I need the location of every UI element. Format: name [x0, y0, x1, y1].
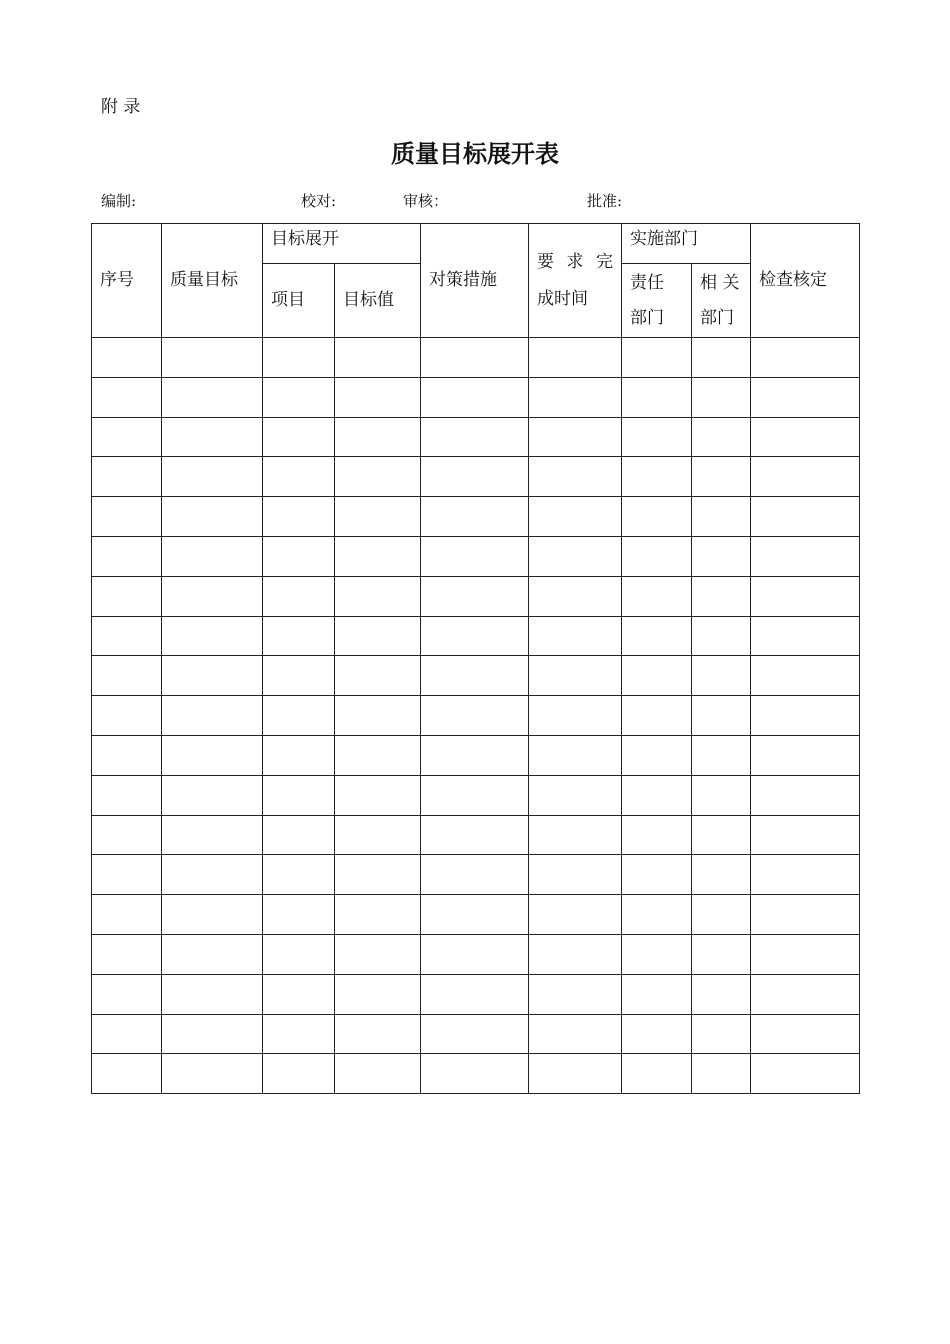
table-cell: [335, 338, 421, 378]
table-cell: [529, 974, 622, 1014]
table-cell: [335, 1054, 421, 1094]
table-row: [92, 696, 860, 736]
table-row: [92, 616, 860, 656]
table-cell: [622, 895, 692, 935]
table-cell: [529, 815, 622, 855]
table-cell: [92, 855, 162, 895]
table-cell: [263, 696, 335, 736]
table-cell: [421, 377, 529, 417]
table-cell: [162, 338, 263, 378]
table-cell: [263, 457, 335, 497]
table-row: [92, 735, 860, 775]
table-cell: [529, 696, 622, 736]
table-cell: [751, 815, 860, 855]
table-cell: [692, 656, 751, 696]
table-cell: [529, 855, 622, 895]
table-cell: [162, 855, 263, 895]
table-cell: [529, 934, 622, 974]
header-impl-dept: 实施部门: [622, 224, 751, 264]
table-cell: [622, 815, 692, 855]
table-cell: [92, 895, 162, 935]
table-cell: [692, 815, 751, 855]
table-cell: [751, 775, 860, 815]
page-title: 质量目标展开表: [391, 139, 559, 168]
table-cell: [92, 775, 162, 815]
table-cell: [421, 497, 529, 537]
table-cell: [162, 576, 263, 616]
table-cell: [335, 536, 421, 576]
table-cell: [751, 656, 860, 696]
table-cell: [751, 417, 860, 457]
table-cell: [529, 338, 622, 378]
table-cell: [751, 457, 860, 497]
table-cell: [335, 934, 421, 974]
table-cell: [92, 696, 162, 736]
table-cell: [162, 974, 263, 1014]
table-cell: [92, 576, 162, 616]
table-cell: [92, 536, 162, 576]
table-row: [92, 576, 860, 616]
table-cell: [751, 616, 860, 656]
goal-expansion-table: [91, 223, 860, 1094]
table-cell: [622, 855, 692, 895]
table-cell: [92, 1014, 162, 1054]
table-cell: [421, 696, 529, 736]
table-cell: [751, 696, 860, 736]
table-cell: [692, 576, 751, 616]
table-cell: [92, 815, 162, 855]
table-cell: [92, 338, 162, 378]
table-cell: [692, 457, 751, 497]
table-cell: [751, 974, 860, 1014]
table-cell: [751, 497, 860, 537]
table-body: [92, 224, 860, 1094]
table-cell: [162, 895, 263, 935]
table-cell: [529, 656, 622, 696]
table-cell: [335, 417, 421, 457]
table-cell: [622, 417, 692, 457]
table-cell: [751, 855, 860, 895]
table-cell: [335, 497, 421, 537]
table-cell: [335, 775, 421, 815]
table-cell: [162, 656, 263, 696]
table-cell: [263, 497, 335, 537]
table-cell: [335, 377, 421, 417]
table-cell: [692, 934, 751, 974]
header-item: 项目: [263, 264, 335, 338]
table-row: [92, 656, 860, 696]
table-cell: [751, 338, 860, 378]
header-target-value: 目标值: [335, 264, 421, 338]
table-cell: [162, 696, 263, 736]
table-cell: [622, 616, 692, 656]
table-cell: [421, 735, 529, 775]
table-cell: [529, 735, 622, 775]
header-seq: 序号: [92, 224, 162, 338]
header-responsible-dept: 责任 部门: [622, 264, 692, 338]
table-cell: [421, 895, 529, 935]
table-cell: [529, 497, 622, 537]
table-cell: [92, 497, 162, 537]
header-measures: 对策措施: [421, 224, 529, 338]
table-row: [92, 895, 860, 935]
reviewed-label: 审核：: [403, 192, 449, 210]
table-cell: [692, 855, 751, 895]
table-cell: [92, 616, 162, 656]
table-cell: [335, 855, 421, 895]
table-cell: [263, 616, 335, 656]
table-cell: [692, 974, 751, 1014]
table-cell: [529, 457, 622, 497]
table-row: [92, 815, 860, 855]
table-cell: [92, 377, 162, 417]
table-cell: [622, 338, 692, 378]
table-cell: [421, 1014, 529, 1054]
table-cell: [692, 1054, 751, 1094]
table-cell: [692, 338, 751, 378]
table-cell: [421, 457, 529, 497]
table-cell: [529, 576, 622, 616]
table-cell: [529, 377, 622, 417]
table-cell: [622, 576, 692, 616]
table-cell: [263, 735, 335, 775]
table-cell: [263, 536, 335, 576]
table-cell: [263, 974, 335, 1014]
table-cell: [622, 735, 692, 775]
table-cell: [421, 576, 529, 616]
table-cell: [421, 934, 529, 974]
header-quality-goal: 质量目标: [162, 224, 263, 338]
table-cell: [335, 656, 421, 696]
header-check: 检查核定: [751, 224, 860, 338]
table-cell: [692, 895, 751, 935]
table-cell: [529, 1054, 622, 1094]
prepared-by-label: 编制:: [101, 192, 137, 210]
table-cell: [692, 616, 751, 656]
appendix-label: 附 录: [101, 97, 141, 117]
table-cell: [162, 616, 263, 656]
table-row: [92, 775, 860, 815]
table-cell: [622, 1014, 692, 1054]
table-cell: [421, 616, 529, 656]
table-row: [92, 855, 860, 895]
header-deadline: 要 求 完 成时间: [529, 224, 622, 338]
table-cell: [335, 895, 421, 935]
table-cell: [622, 934, 692, 974]
table-cell: [92, 656, 162, 696]
table-cell: [421, 536, 529, 576]
table-cell: [692, 497, 751, 537]
table-cell: [92, 735, 162, 775]
table-cell: [335, 815, 421, 855]
table-cell: [263, 377, 335, 417]
table-cell: [751, 1054, 860, 1094]
table-cell: [692, 377, 751, 417]
table-cell: [622, 974, 692, 1014]
table-row: [92, 417, 860, 457]
proofread-label: 校对:: [301, 192, 337, 210]
table-cell: [751, 934, 860, 974]
table-row: [92, 377, 860, 417]
table-cell: [263, 1014, 335, 1054]
table-row: [92, 497, 860, 537]
table-cell: [335, 974, 421, 1014]
table-cell: [162, 417, 263, 457]
table-cell: [162, 775, 263, 815]
table-cell: [751, 576, 860, 616]
table-cell: [751, 735, 860, 775]
table-cell: [162, 457, 263, 497]
table-row: [92, 974, 860, 1014]
header-row-1: [92, 224, 860, 264]
table-cell: [529, 895, 622, 935]
table-cell: [421, 974, 529, 1014]
table-cell: [692, 735, 751, 775]
table-cell: [263, 934, 335, 974]
table-cell: [529, 1014, 622, 1054]
table-cell: [335, 576, 421, 616]
table-cell: [335, 696, 421, 736]
table-row: [92, 934, 860, 974]
table-cell: [263, 775, 335, 815]
table-cell: [622, 377, 692, 417]
table-cell: [622, 457, 692, 497]
approved-label: 批准:: [587, 192, 623, 210]
table-cell: [622, 497, 692, 537]
table-cell: [162, 934, 263, 974]
table-row: [92, 536, 860, 576]
table-cell: [421, 656, 529, 696]
table-cell: [421, 775, 529, 815]
table-cell: [692, 696, 751, 736]
table-cell: [421, 815, 529, 855]
table-cell: [751, 377, 860, 417]
table-cell: [92, 457, 162, 497]
table-cell: [751, 895, 860, 935]
table-cell: [162, 497, 263, 537]
table-cell: [92, 1054, 162, 1094]
table-cell: [421, 1054, 529, 1094]
table-row: [92, 338, 860, 378]
table-cell: [335, 1014, 421, 1054]
table-cell: [751, 536, 860, 576]
table-cell: [263, 815, 335, 855]
table-cell: [692, 1014, 751, 1054]
table-cell: [263, 855, 335, 895]
table-cell: [622, 1054, 692, 1094]
table-cell: [622, 696, 692, 736]
table-cell: [692, 417, 751, 457]
table-cell: [162, 1014, 263, 1054]
table-cell: [92, 934, 162, 974]
table-cell: [751, 1014, 860, 1054]
table-cell: [692, 536, 751, 576]
table-cell: [92, 417, 162, 457]
table-cell: [263, 656, 335, 696]
table-cell: [263, 338, 335, 378]
table-cell: [92, 974, 162, 1014]
table-cell: [162, 815, 263, 855]
table-cell: [421, 338, 529, 378]
table-cell: [529, 775, 622, 815]
table-cell: [263, 576, 335, 616]
table-cell: [263, 1054, 335, 1094]
table-cell: [263, 417, 335, 457]
table-cell: [529, 417, 622, 457]
table-cell: [335, 735, 421, 775]
table-cell: [529, 616, 622, 656]
table-cell: [622, 775, 692, 815]
table-cell: [622, 536, 692, 576]
table-cell: [421, 417, 529, 457]
table-cell: [529, 536, 622, 576]
table-cell: [622, 656, 692, 696]
table-row: [92, 1014, 860, 1054]
table-cell: [335, 457, 421, 497]
table-cell: [162, 377, 263, 417]
table-cell: [162, 735, 263, 775]
table-cell: [263, 895, 335, 935]
header-goal-expand: 目标展开: [263, 224, 421, 264]
table-row: [92, 1054, 860, 1094]
table-cell: [421, 855, 529, 895]
table-cell: [162, 1054, 263, 1094]
table-row: [92, 457, 860, 497]
table-cell: [335, 616, 421, 656]
header-related-dept: 相 关 部门: [692, 264, 751, 338]
table-cell: [692, 775, 751, 815]
table-cell: [162, 536, 263, 576]
